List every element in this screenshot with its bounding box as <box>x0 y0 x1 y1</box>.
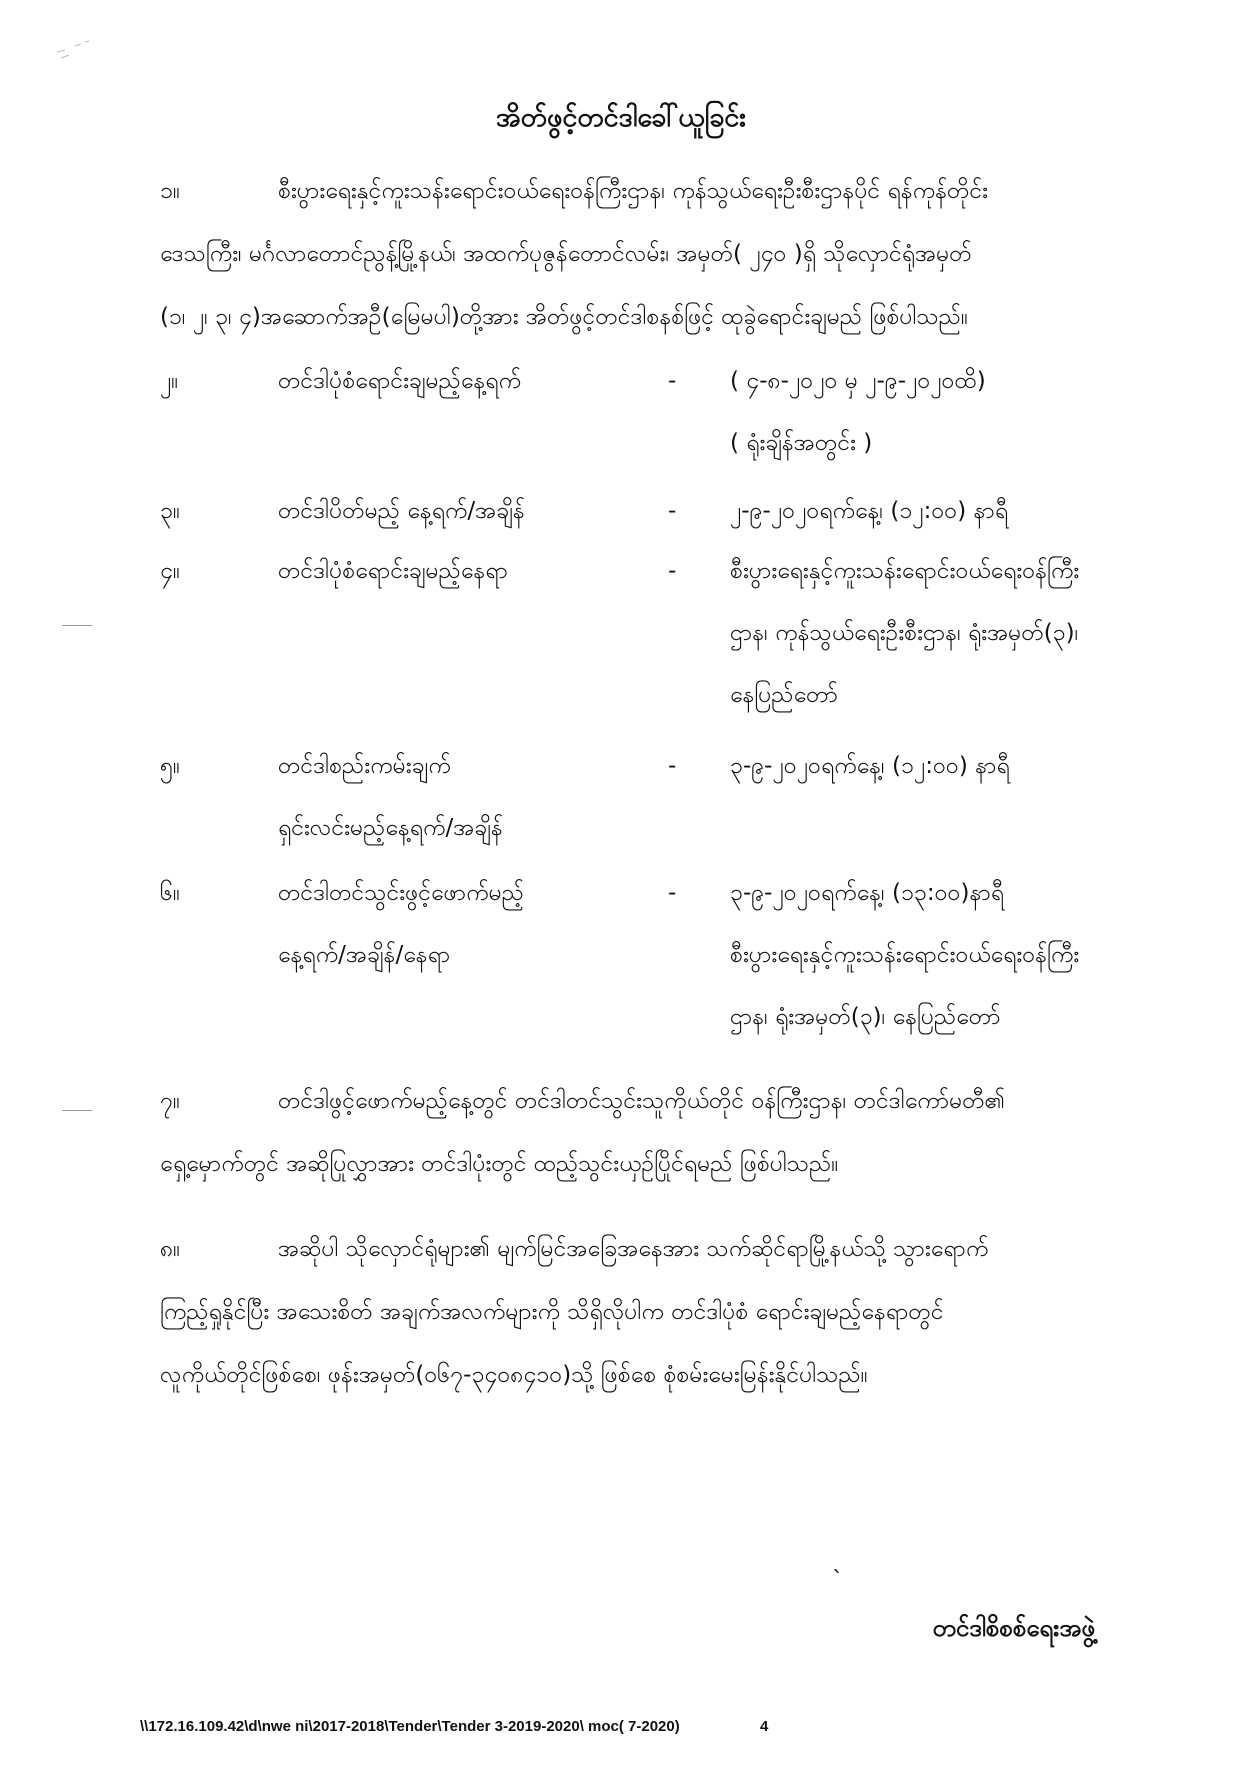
row-dash: - <box>668 368 677 394</box>
paragraph-line: ၁။ စီးပွားရေးနှင့်ကူးသန်းရောင်းဝယ်ရေးဝန်ကြီးဌာန၊ ကုန်သွယ်ရေးဦးစီးဌာနပိုင် ရန်ကုန်တိုင်း <box>160 160 1160 223</box>
paragraph-7 <box>160 1070 1160 1196</box>
paragraph-8 <box>160 1218 1160 1407</box>
row-value: ၃-၉-၂၀၂၀ရက်နေ့၊ (၁၂:၀၀) နာရီ <box>730 753 1010 779</box>
footer-file-path: \\172.16.109.42\d\nwe ni\2017-2018\Tender\Tender 3-2019-2020\ moc( 7-2020) <box>140 1718 680 1735</box>
signature-committee: တင်ဒါစိစစ်ရေးအဖွဲ့ <box>932 1614 1095 1642</box>
footer <box>140 1718 769 1735</box>
row-dash: - <box>668 498 677 524</box>
scan-margin-mark <box>62 625 92 626</box>
paragraph-line: ရှေ့မှောက်တွင် အဆိုပြုလွှာအား တင်ဒါပုံးတွင် ထည့်သွင်းယှဉ်ပြိုင်ရမည် ဖြစ်ပါသည်။ <box>160 1151 839 1177</box>
row-number: ၂။ <box>160 368 179 394</box>
document-title: အိတ်ဖွင့်တင်ဒါခေါ်ယူခြင်း <box>495 102 747 133</box>
paragraph-number: ၈။ <box>160 1236 181 1262</box>
row-value: ၃-၉-၂၀၂၀ရက်နေ့၊ (၁၃:၀၀)နာရီ စီးပွားရေးနှင့်ကူးသန်းရောင်းဝယ်ရေးဝန်ကြီး ဌာန၊ ရုံးအမှတ်(၃)၊ နေပြည်တော် <box>730 880 1080 1030</box>
row-value: စီးပွားရေးနှင့်ကူးသန်းရောင်းဝယ်ရေးဝန်ကြီး ဌာန၊ ကုန်သွယ်ရေးဦးစီးဌာန၊ ရုံးအမှတ်(၃)၊ နေပြည်တော် <box>730 558 1080 708</box>
paragraph-number: ၇။ <box>160 1088 180 1114</box>
row-dash: - <box>668 880 677 906</box>
row-number: ၅။ <box>160 753 180 779</box>
row-dash: - <box>668 753 677 779</box>
row-value: ( ၄-၈-၂၀၂၀ မှ ၂-၉-၂၀၂၀ထိ) ( ရုံးချိန်အတွင်း ) <box>730 368 986 456</box>
row-label: တင်ဒါပုံစံရောင်းချမည့်နေရာ <box>278 558 508 584</box>
row-number: ၆။ <box>160 880 180 906</box>
paragraph-line: လူကိုယ်တိုင်ဖြစ်စေ၊ ဖုန်းအမှတ်(၀၆၇-၃၄၀၈၄၁၀)သို့ ဖြစ်စေ စုံစမ်းမေးမြန်းနိုင်ပါသည်။ <box>160 1362 868 1388</box>
paragraph-line: ၈။ အဆိုပါ သိုလှောင်ရုံများ၏ မျက်မြင်အခြေအနေအား သက်ဆိုင်ရာမြို့နယ်သို့ သွားရောက် <box>160 1218 1160 1281</box>
paragraph-line: (၁၊ ၂၊ ၃၊ ၄)အဆောက်အဦ(မြေမပါ)တို့အား အိတ်ဖွင့်တင်ဒါစနစ်ဖြင့် ထုခွဲရောင်းချမည် ဖြစ်ပါသည်။ <box>160 304 968 330</box>
tick-mark: ` <box>832 1568 843 1593</box>
row-label: တင်ဒါစည်းကမ်းချက် ရှင်းလင်းမည့်နေ့ရက်/အချိန် <box>278 753 503 841</box>
paragraph-line: ကြည့်ရှုနိုင်ပြီး အသေးစိတ် အချက်အလက်များကို သိရှိလိုပါက တင်ဒါပုံစံ ရောင်းချမည့်နေရာတွင် <box>160 1299 944 1325</box>
paragraph-line: ၇။ တင်ဒါဖွင့်ဖောက်မည့်နေ့တွင် တင်ဒါတင်သွင်းသူကိုယ်တိုင် ဝန်ကြီးဌာန၊ တင်ဒါကော်မတီ၏ <box>160 1070 1160 1133</box>
row-dash: - <box>668 558 677 584</box>
page-number: 4 <box>760 1718 769 1735</box>
paragraph-number: ၁။ <box>160 178 180 204</box>
row-label: တင်ဒါပုံစံရောင်းချမည့်နေ့ရက် <box>278 368 521 394</box>
row-label: တင်ဒါပိတ်မည့် နေ့ရက်/အချိန် <box>278 498 525 524</box>
scan-margin-mark <box>62 1110 92 1111</box>
row-number: ၄။ <box>160 558 180 584</box>
paragraph-1 <box>160 160 1160 349</box>
row-number: ၃။ <box>160 498 180 524</box>
row-label: တင်ဒါတင်သွင်းဖွင့်ဖောက်မည့် နေ့ရက်/အချိန်/နေရာ <box>278 880 524 968</box>
paragraph-line: ဒေသကြီး၊ မင်္ဂလာတောင်ညွန့်မြို့နယ်၊ အထက်ပုဇွန်တောင်လမ်း၊ အမှတ်( ၂၄၀ )ရှိ သိုလှောင်ရုံအမှတ် <box>160 241 972 267</box>
scan-speck-mark <box>55 38 95 68</box>
row-value: ၂-၉-၂၀၂၀ရက်နေ့၊ (၁၂:၀၀) နာရီ <box>730 498 1009 524</box>
